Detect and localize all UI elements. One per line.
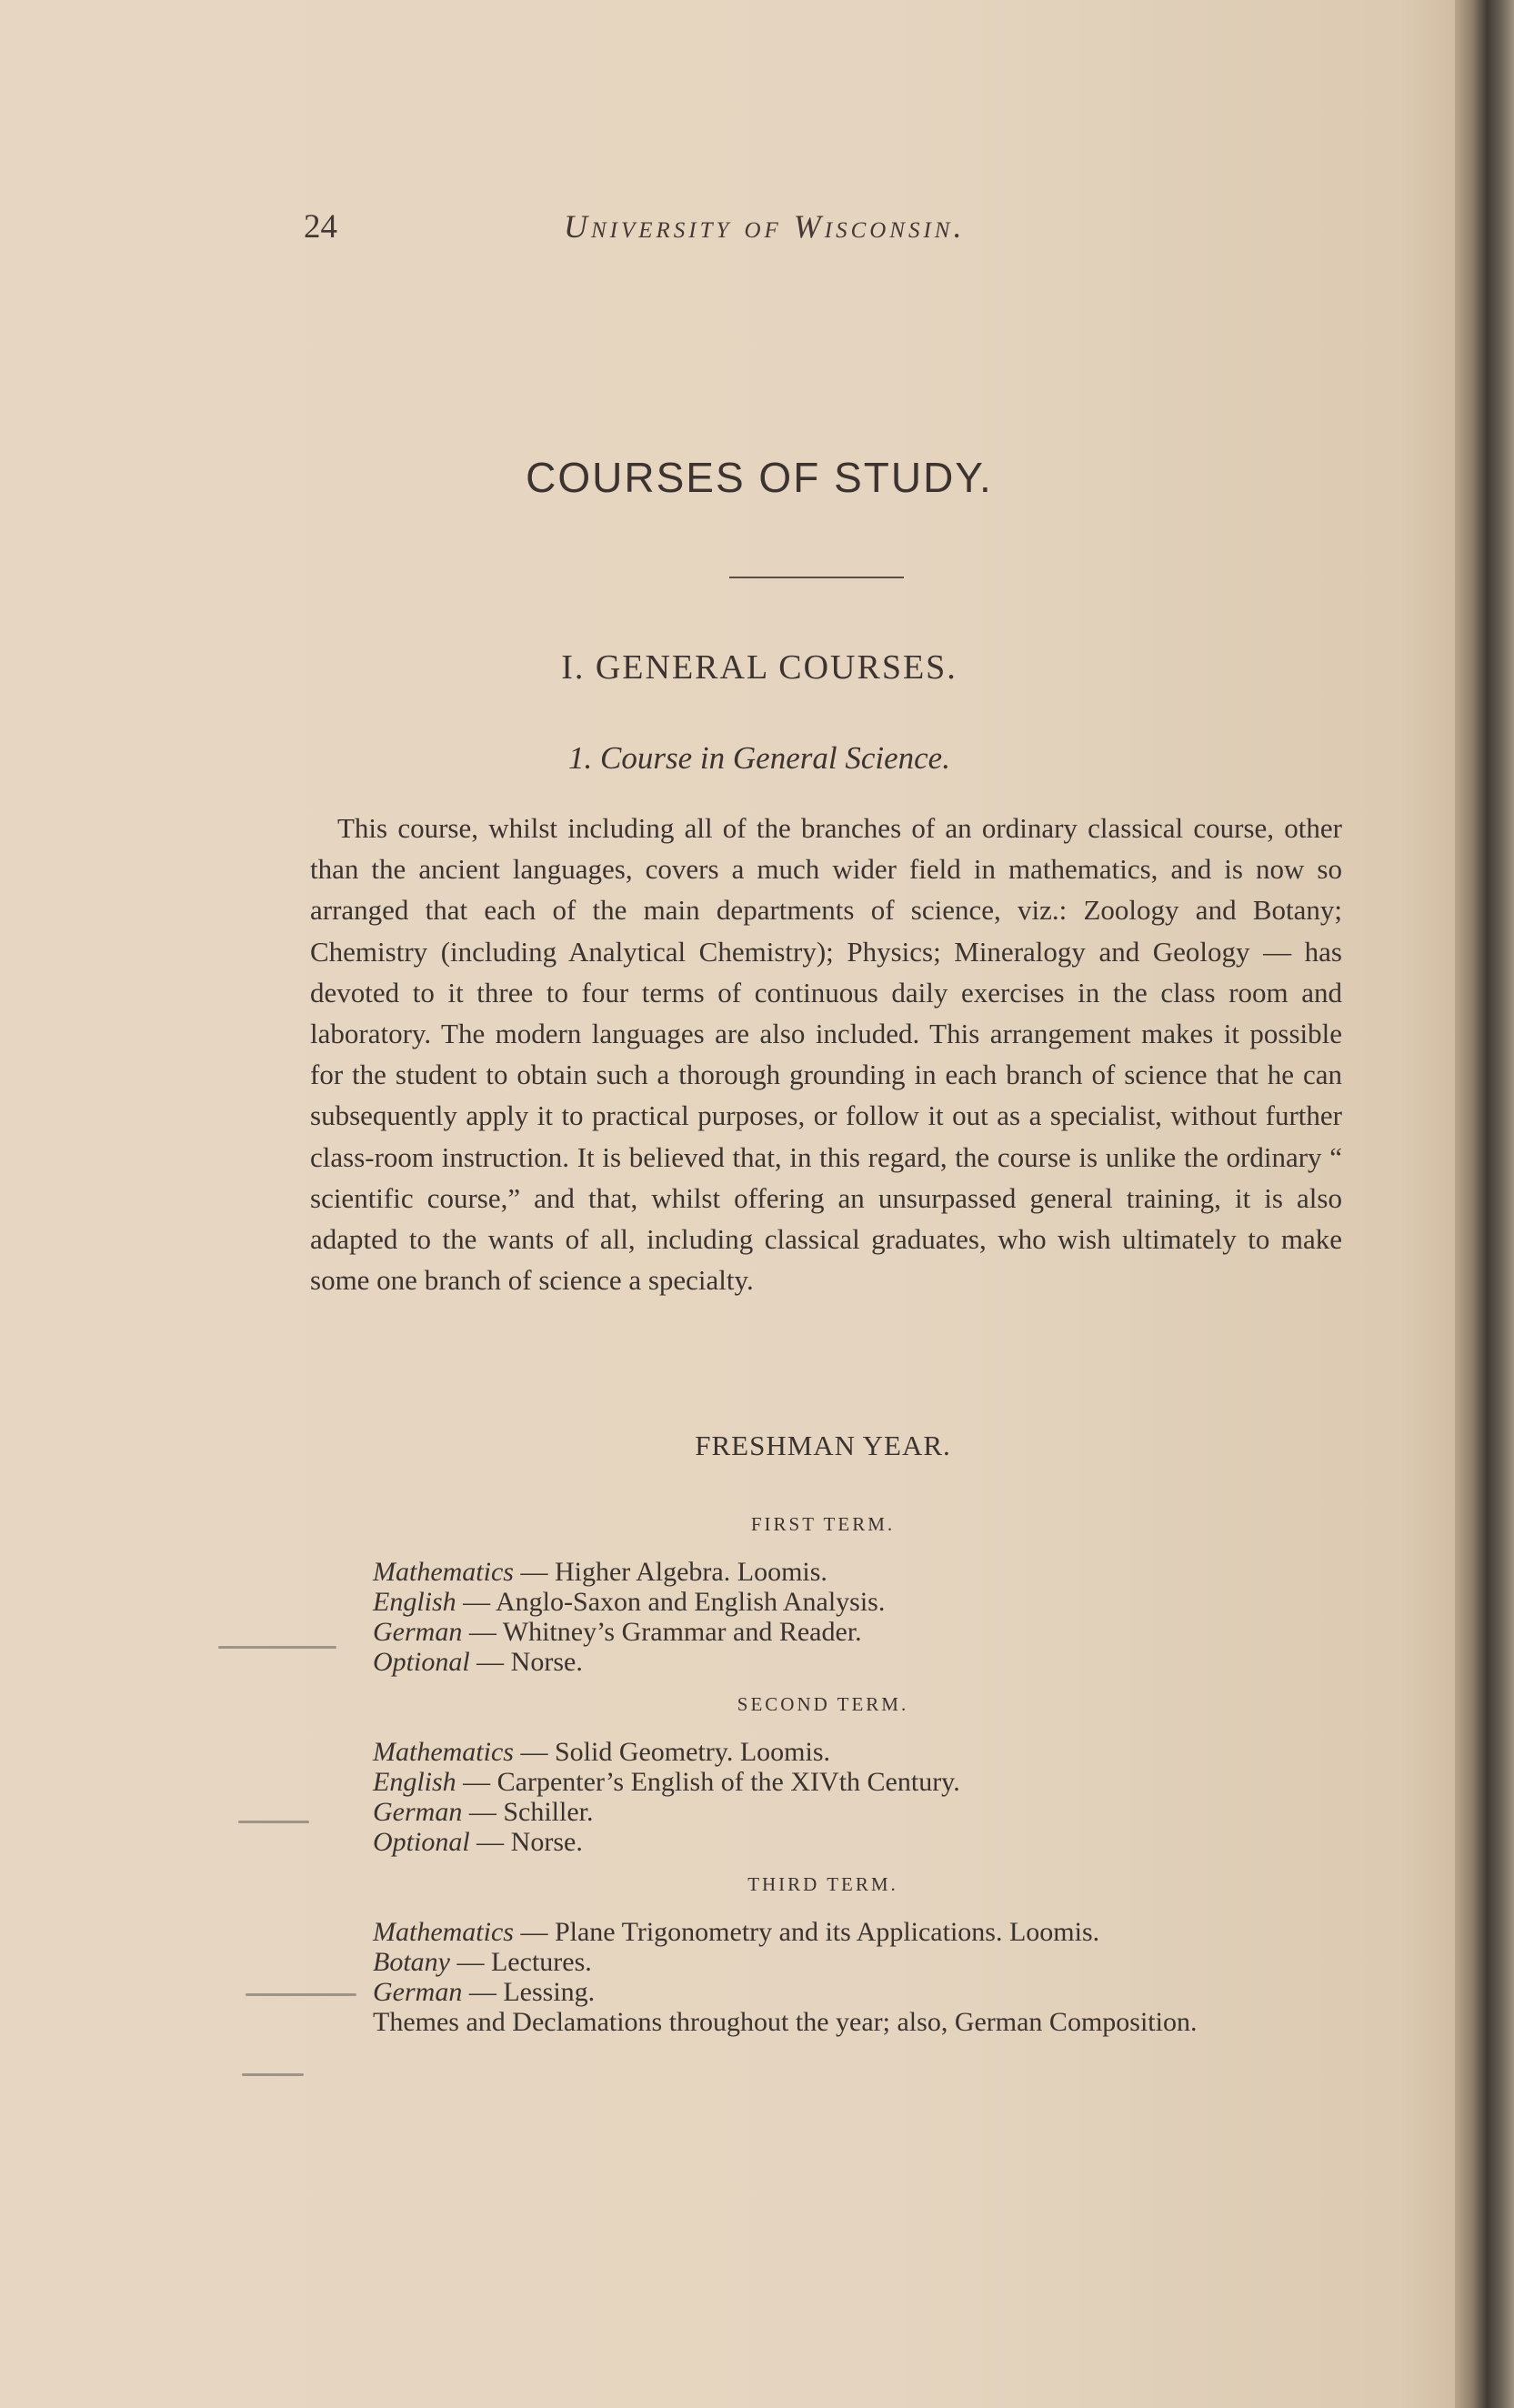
course-detail: — Anglo-Saxon and English Analysis. bbox=[456, 1587, 886, 1617]
title-rule-divider bbox=[729, 577, 904, 578]
course-detail: — Lessing. bbox=[462, 1977, 596, 2007]
course-subject: Botany bbox=[373, 1947, 450, 1977]
page-title: COURSES OF STUDY. bbox=[526, 454, 993, 501]
course-detail: — Schiller. bbox=[462, 1797, 594, 1827]
course-detail: — Norse. bbox=[469, 1647, 583, 1677]
course-detail: — Whitney’s Grammar and Reader. bbox=[462, 1617, 862, 1647]
course-detail: — Solid Geometry. Loomis. bbox=[513, 1737, 831, 1767]
year-heading: FRESHMAN YEAR. bbox=[695, 1430, 951, 1461]
page-header bbox=[0, 207, 1455, 262]
course-item bbox=[373, 1947, 1355, 1977]
book-binding-edge bbox=[1455, 0, 1514, 2408]
term-heading-third: THIRD TERM. bbox=[747, 1873, 898, 1895]
course-item bbox=[373, 1647, 1355, 1677]
course-list-first-term bbox=[373, 1557, 1355, 1677]
course-detail: — Norse. bbox=[469, 1827, 583, 1857]
course-subject: German bbox=[373, 1617, 463, 1647]
pencil-mark bbox=[238, 1821, 309, 1823]
course-detail: — Plane Trigonometry and its Applications. Loomis. bbox=[513, 1917, 1100, 1947]
course-detail: — Lectures. bbox=[449, 1947, 592, 1977]
course-subject: English bbox=[373, 1587, 456, 1617]
course-subject: Mathematics bbox=[373, 1917, 514, 1947]
course-item bbox=[373, 1557, 1355, 1587]
course-item bbox=[373, 1737, 1355, 1767]
page-number: 24 bbox=[304, 208, 337, 246]
course-list-third-term bbox=[373, 1917, 1355, 2037]
course-subject: German bbox=[373, 1977, 463, 2007]
course-subject: Mathematics bbox=[373, 1557, 514, 1587]
course-detail: Themes and Declamations throughout the year; also, German Composition. bbox=[373, 2007, 1198, 2037]
course-item bbox=[373, 2007, 1377, 2037]
course-item bbox=[373, 1797, 1355, 1827]
course-subject: Optional bbox=[373, 1827, 470, 1857]
course-item bbox=[373, 1917, 1355, 1947]
pencil-mark bbox=[218, 1646, 336, 1649]
course-description bbox=[310, 808, 1342, 1300]
pencil-mark bbox=[242, 2073, 304, 2076]
course-item bbox=[373, 1767, 1355, 1797]
subsection-heading: 1. Course in General Science. bbox=[568, 740, 950, 776]
course-item bbox=[373, 1977, 1355, 2007]
course-item bbox=[373, 1617, 1355, 1647]
course-subject: English bbox=[373, 1767, 456, 1797]
running-head: University of Wisconsin. bbox=[564, 208, 966, 245]
term-heading-second: SECOND TERM. bbox=[737, 1693, 909, 1715]
course-detail: — Higher Algebra. Loomis. bbox=[513, 1557, 827, 1587]
course-subject: Mathematics bbox=[373, 1737, 514, 1767]
course-list-second-term bbox=[373, 1737, 1355, 1857]
course-detail: — Carpenter’s English of the XIVth Century. bbox=[456, 1767, 960, 1797]
section-heading: I. GENERAL COURSES. bbox=[561, 648, 958, 687]
pencil-mark bbox=[246, 1993, 356, 1996]
course-item bbox=[373, 1827, 1355, 1857]
course-item bbox=[373, 1587, 1355, 1617]
description-paragraph: This course, whilst including all of the branches of an ordinary classical course, other than the ancient languages, covers a much wider field in mathematics, and is now so arranged that each of the main departments of science, viz.: Zoology and Botany; Chemistry (including Analytical Chemistry); Physics; Mineralogy and Geology — has devoted to it three to four terms of continuous daily exercises in the class room and laboratory. The modern languages are also included. This arrangement makes it possible for the student to obtain such a thorough grounding in each branch of science that he can subsequently apply it to practical purposes, or follow it out as a specialist, without further class-room instruction. It is believed that, in this regard, the course is unlike the ordinary “ scientific course,” and that, whilst offering an unsurpassed general training, it is also adapted to the wants of all, including classical graduates, who wish ultimately to make some one branch of science a specialty. bbox=[310, 812, 1342, 1297]
course-subject: Optional bbox=[373, 1647, 470, 1677]
term-heading-first: FIRST TERM. bbox=[750, 1513, 896, 1535]
course-subject: German bbox=[373, 1797, 463, 1827]
